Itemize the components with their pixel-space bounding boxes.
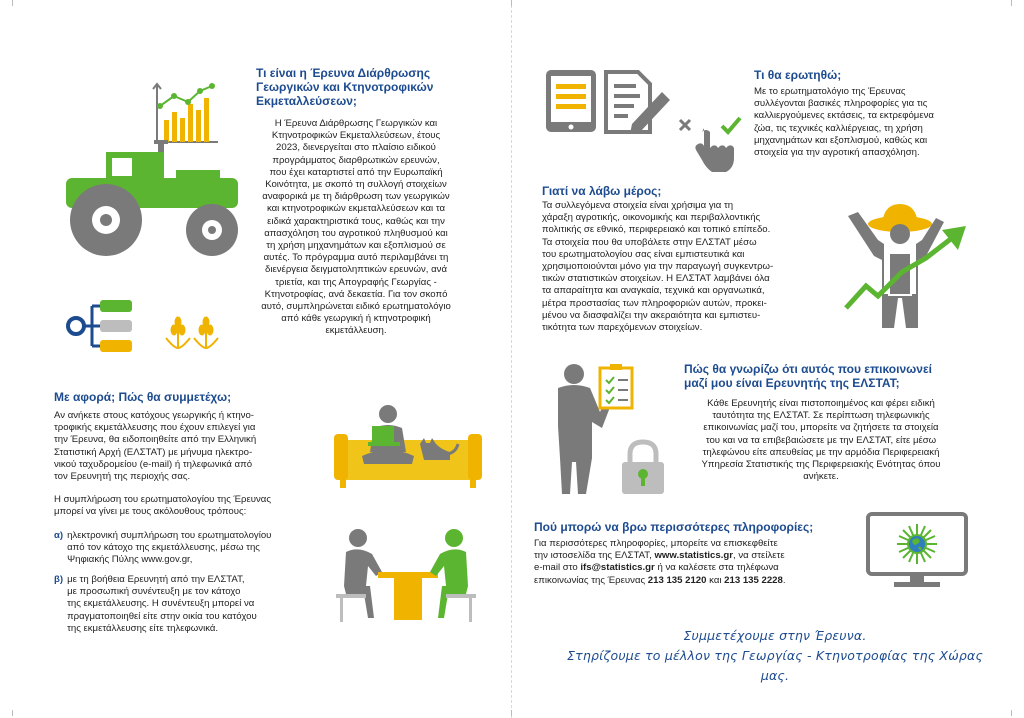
text-line: Κοινότητα, με σκοπό τη συλλογή στοιχείων (265, 179, 447, 191)
text-line: με προσωπική συνέντευξη με τον κάτοχο (67, 586, 241, 598)
text-line: που έχει καταρτιστεί από την Ευρωπαϊκή (269, 166, 443, 178)
text-line: διενέργεια δειγματοληπτικών ερευνών, ανά (265, 264, 447, 276)
monitor-globe-icon (866, 512, 968, 588)
text-line: Στατιστική Αρχή (ΕΛΣΤΑΤ) με μήνυμα ηλεκτρο- (54, 446, 253, 458)
text-line: μένου να διασφαλίζει την ακεραιότητα και εμπιστευ- (542, 309, 761, 321)
text-line: Κτηνοτροφίας, ανά δεκαετία. Για τον σκοπό (264, 288, 448, 300)
text-line: τικών στατιστικών στοιχείων. Η ΕΛΣΤΑΤ λαμβάνει όλα (542, 273, 770, 285)
text-line: χρησιμοποιούνται μόνο για την παραγωγή συγκεντρω- (542, 261, 774, 273)
text-line: της εκμετάλλευσης. Η συνέντευξη μπορεί να (67, 598, 255, 610)
interview-icon (336, 528, 480, 624)
lock-icon (620, 440, 666, 496)
phone-2[interactable]: 213 135 2228 (724, 574, 783, 586)
text-line: μπορεί να γίνει με τους ακόλουθους τρόπους: (54, 506, 247, 518)
why-text (542, 200, 814, 334)
text-line: τη χρήση μηχανημάτων και εξοπλισμού σε (266, 240, 446, 252)
option-a-label: α) (54, 530, 64, 541)
info-heading: Πού μπορώ να βρω περισσότερες πληροφορίες; (534, 520, 814, 534)
info-line-1: Για περισσότερες πληροφορίες, μπορείτε να επισκεφθείτε (534, 538, 778, 549)
info-text-part: . (782, 574, 786, 586)
text-line: την Έρευνα, θα ειδοποιηθείτε από την Ελληνική (54, 434, 257, 446)
closing-line-2: Στηρίζουμε το μέλλον της Γεωργίας - Κτηνοτροφίας της Χώρας μας. (567, 648, 983, 683)
closing-message (560, 626, 990, 686)
recognize-heading-line-2: μαζί μου είναι Ερευνητής της ΕΛΣΤΑΤ; (684, 376, 900, 390)
text-line: της εκμετάλλευσης είτε τηλεφωνικά. (67, 622, 219, 634)
info-line-3 (534, 562, 834, 574)
concern-intro-text (54, 410, 324, 483)
text-line: επικοινωνίας μαζί του, μπορείτε να ζητήσετε τα στοιχεία (703, 422, 939, 434)
option-a-text (67, 530, 271, 567)
option-b-text (67, 574, 257, 635)
text-line: αυτές. Το πρόγραμμα αυτό περιλαμβάνει τη (263, 252, 449, 264)
phone-1[interactable]: 213 135 2120 (647, 574, 707, 586)
text-line: με τη βοήθεια Ερευνητή από την ΕΛΣΤΑΤ, (67, 574, 245, 585)
text-line: τηλεφώνου είτε απευθείας με την αρμόδια Περιφερειακή (702, 446, 940, 458)
tablet-form-icon (546, 70, 672, 134)
text-line: Κάθε Ερευνητής είναι πιστοποιημένος και φέρει ειδική (707, 398, 935, 409)
text-line: τριετία, και της Απογραφής Γεωργίας - (275, 276, 437, 288)
asked-heading: Τι θα ερωτηθώ; (754, 68, 842, 82)
recognize-heading-line-1: Πώς θα γνωρίζω ότι αυτός που επικοινωνεί (684, 362, 932, 376)
farmer-icon (844, 200, 970, 330)
crop-mark (1011, 0, 1012, 6)
text-line: χάραξη αγροτικής, οικονομικής και περιβαλλοντικής (542, 212, 761, 224)
text-line: ηλεκτρονική συμπλήρωση του ερωτηματολογίου (67, 530, 272, 541)
email-link[interactable]: ifs@statistics.gr (580, 562, 655, 574)
wheat-icon (164, 314, 224, 350)
tractor-icon (66, 140, 246, 260)
text-line: προγράμματος διαρθρωτικών ερευνών, (272, 154, 440, 166)
concern-ways-text (54, 494, 324, 518)
text-line: εκμετάλλευση. (325, 325, 387, 337)
laptop-sofa-icon (334, 404, 482, 488)
text-line: ταυτότητα της ΕΛΣΤΑΤ. Σε περίπτωση τηλεφωνικής (712, 410, 930, 422)
option-b (54, 574, 324, 635)
option-a (54, 530, 324, 567)
crop-mark (511, 0, 512, 6)
why-heading: Γιατί να λάβω μέρος; (542, 184, 662, 198)
text-line: καλλιεργούμενες εκτάσεις, τα εκτρεφόμενα (754, 110, 934, 122)
text-line: αυτό, συμπληρώνεται ειδικό ερωτηματολόγιο (261, 301, 451, 313)
text-line: τα απαραίτητα και αναγκαία, τεχνικά και οργανωτικά, (542, 285, 765, 297)
text-line: αναφορικά με τη διάρθρωση των γεωργικών (262, 191, 450, 203)
info-text-part: ή να καλέσετε στα τηλέφωνα (654, 562, 779, 574)
text-line: μέτρα προστασίας των πληροφοριών αυτών, προκει- (542, 297, 767, 309)
option-b-label: β) (54, 574, 64, 585)
info-text-part: e-mail στο (534, 562, 581, 574)
crop-mark (511, 710, 512, 716)
text-line: Με το ερωτηματολόγιο της Έρευνας (754, 86, 906, 97)
text-line: απασχόληση του αγροτικού πληθυσμού και (264, 227, 448, 239)
crop-mark (1011, 710, 1012, 716)
info-text-part: , να στείλετε (733, 550, 785, 562)
text-line: Κτηνοτροφικών Εκμεταλλεύσεων, έτους (271, 130, 441, 142)
text-line: ζώα, τις τεχνικές καλλιέργειας, τη χρήση (754, 122, 923, 134)
text-line: Αν ανήκετε στους κατόχους γεωργικής ή κτηνο- (54, 410, 254, 421)
crop-mark (12, 0, 13, 6)
text-line: Υπηρεσία Στατιστικής της Περιφερειακής Ενότητας όπου (701, 459, 941, 471)
text-line: στοιχεία για την αγροτική απασχόληση. (754, 147, 920, 159)
info-text-part: την ιστοσελίδα της ΕΛΣΤΑΤ, (534, 550, 655, 562)
text-line: 2023, διενεργείται στο πλαίσιο ειδικού (276, 142, 436, 154)
text-line: τον Ερευνητή της περιοχής σας. (54, 471, 191, 483)
text-line: του και να τα επιβεβαιώσετε με την ΕΛΣΤΑΤ, είτε μέσω (705, 434, 937, 446)
info-text (534, 538, 834, 587)
concern-heading: Με αφορά; Πώς θα συμμετέχω; (54, 390, 232, 404)
fold-line (511, 0, 512, 718)
recognize-heading (684, 362, 984, 390)
info-line-4 (534, 575, 834, 587)
text-line: πραγματοποιηθεί είτε στην οικία του κατόχου (67, 610, 257, 622)
text-line: νικού ταχυδρομείου (e-mail) ή τηλεφωνικά από (54, 458, 253, 470)
asked-text (754, 86, 984, 159)
text-line: μηχανημάτων και εξοπλισμού, καθώς και (754, 134, 928, 146)
text-line: τικότητα των παρεχόμενων στοιχείων. (542, 322, 703, 334)
hierarchy-icon (66, 298, 136, 354)
text-line: ειδικά χαρακτηριστικά τους, καθώς και την (267, 215, 445, 227)
crop-mark (12, 710, 13, 716)
what-survey-text (240, 118, 472, 338)
info-text-part: και (706, 574, 725, 586)
text-line: Η Έρευνα Διάρθρωσης Γεωργικών και (274, 118, 438, 129)
website-link[interactable]: www.statistics.gr (654, 550, 733, 562)
text-line: τροφικής εκμετάλλευσης που έχουν επιλεγεί για (54, 422, 256, 434)
chart-icon (150, 82, 220, 144)
hand-choice-icon (678, 114, 744, 172)
closing-line-1: Συμμετέχουμε στην Έρευνα. (683, 628, 867, 643)
what-survey-heading: Τι είναι η Έρευνα Διάρθρωσης Γεωργικών και Κτηνοτροφικών Εκμεταλλεύσεων; (256, 66, 434, 108)
text-line: και κτηνοτροφικών εκμεταλλεύσεων και τα (266, 203, 446, 215)
text-line: συλλέγονται βασικές πληροφορίες για τις (754, 98, 928, 110)
text-line: ανήκετε. (803, 471, 839, 483)
recognize-text (676, 398, 966, 483)
text-line: Η συμπλήρωση του ερωτηματολογίου της Έρευνας (54, 494, 271, 505)
text-line: πολιτικής σε εθνικό, περιφερειακό και τοπικό επίπεδο. (542, 224, 771, 236)
text-line: από κάθε γεωργική ή κτηνοτροφική (281, 313, 431, 325)
text-line: Τα συλλεγόμενα στοιχεία είναι χρήσιμα για τη (542, 200, 734, 211)
info-line-2 (534, 550, 834, 562)
text-line: από τον κάτοχο της εκμετάλλευσης, μέσω της (67, 542, 260, 554)
text-line: του ερωτηματολογίου σας είναι εμπιστευτικά και (542, 248, 745, 260)
text-line: Ψηφιακής Πύλης www.gov.gr, (67, 554, 193, 566)
info-text-part: επικοινωνίας της Έρευνας (534, 574, 648, 586)
text-line: Τα στοιχεία που θα υποβάλετε στην ΕΛΣΤΑΤ μέσω (542, 236, 757, 248)
